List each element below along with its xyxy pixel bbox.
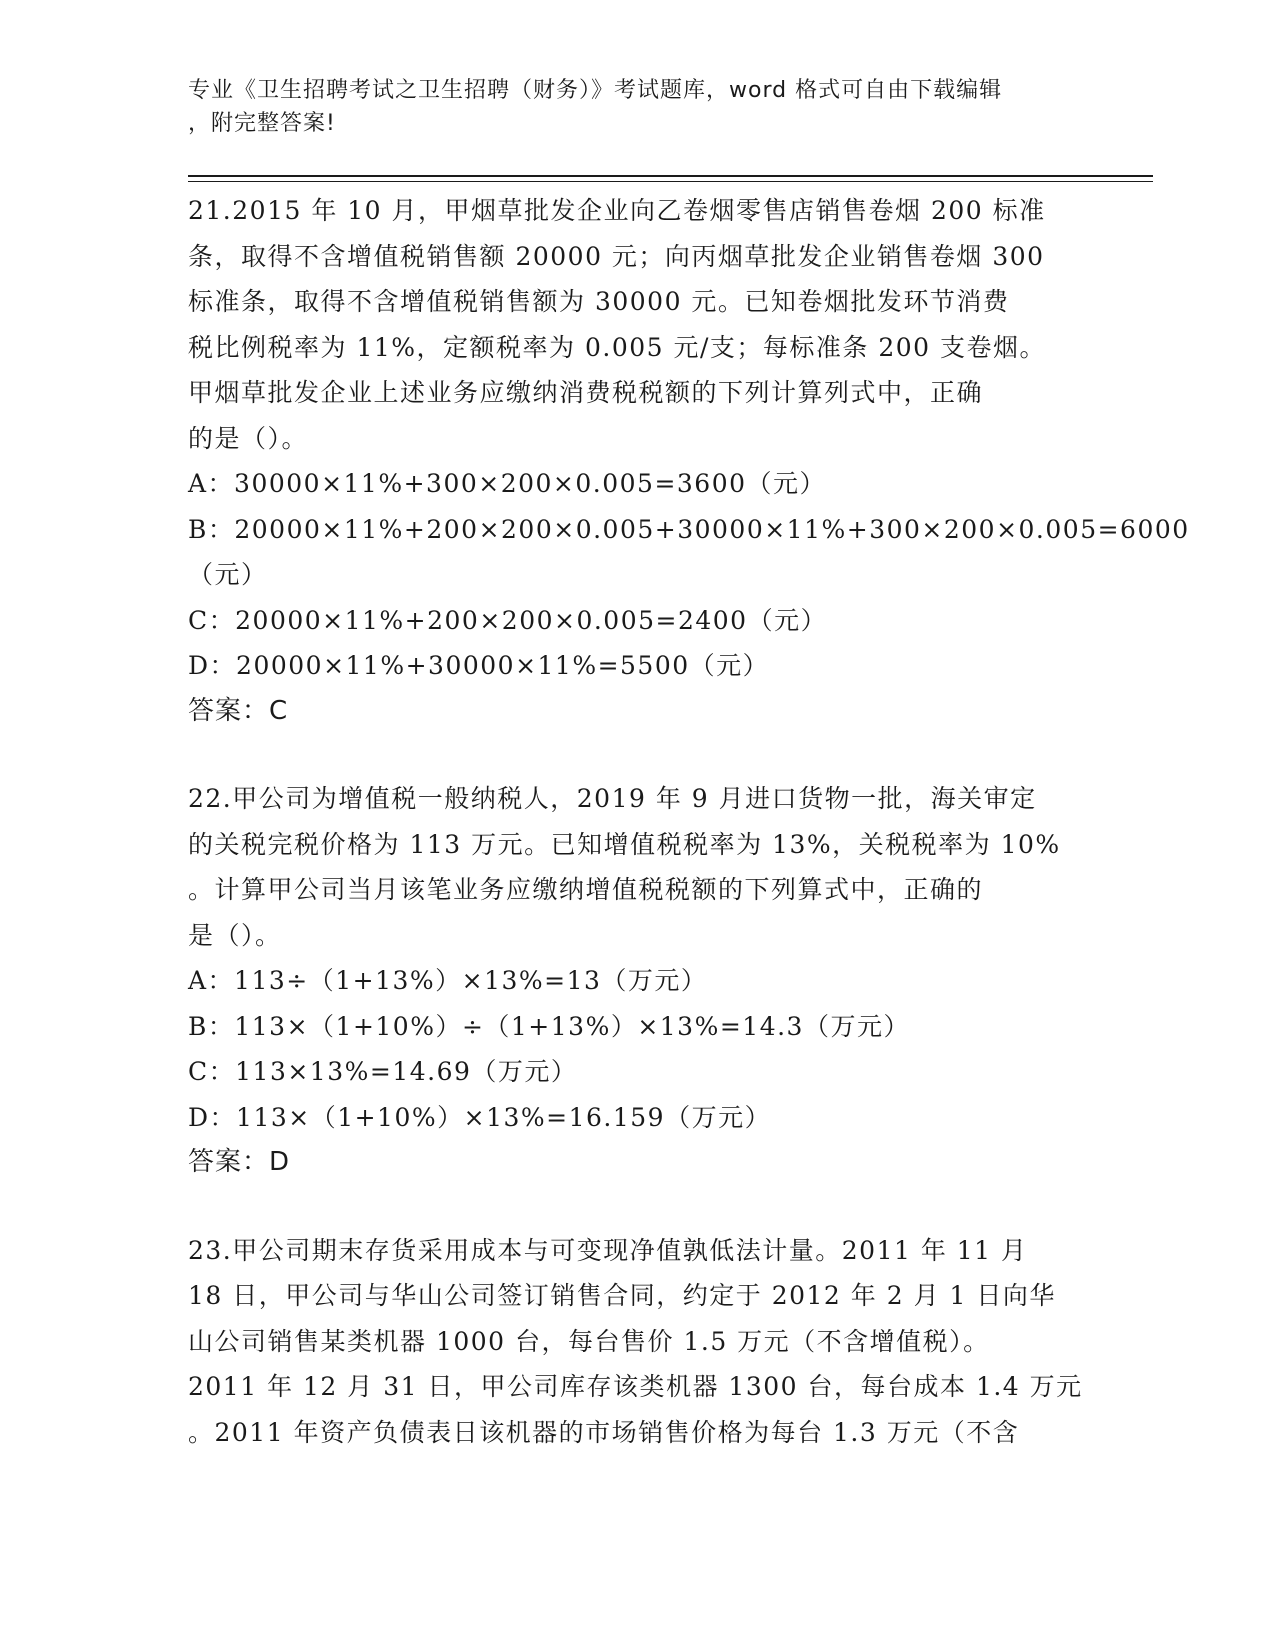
- option-line: D：20000×11%+30000×11%=5500（元）: [188, 651, 770, 680]
- question-stem-line: 的是（）。: [188, 423, 309, 453]
- question-stem-line: 是（）。: [188, 920, 282, 950]
- question-stem-line: 22.甲公司为增值税一般纳税人，2019 年 9 月进口货物一批，海关审定: [188, 784, 1037, 813]
- answer-line: 答案：C: [188, 695, 289, 726]
- option-line: A：113÷（1+13%）×13%=13（万元）: [188, 966, 708, 995]
- question-block: [188, 188, 1190, 734]
- option-line: D：113×（1+10%）×13%=16.159（万元）: [188, 1102, 772, 1132]
- question-stem-line: 2011 年 12 月 31 日，甲公司库存该类机器 1300 台，每台成本 1.4 万元: [188, 1372, 1083, 1401]
- header-divider-thin: [188, 181, 1153, 182]
- option-line: C：113×13%=14.69（万元）: [188, 1057, 578, 1086]
- question-stem-line: 山公司销售某类机器 1000 台，每台售价 1.5 万元（不含增值税）。: [188, 1326, 990, 1356]
- option-line: C：20000×11%+200×200×0.005=2400（元）: [188, 605, 828, 635]
- question-stem-line: 23.甲公司期末存货采用成本与可变现净值孰低法计量。2011 年 11 月: [188, 1235, 1028, 1265]
- option-line: （元）: [188, 560, 268, 589]
- question-block: [188, 776, 1093, 1186]
- question-stem-line: 。计算甲公司当月该笔业务应缴纳增值税税额的下列算式中，正确的: [188, 875, 984, 904]
- document-header: [188, 74, 1088, 140]
- question-stem-line: 。2011 年资产负债表日该机器的市场销售价格为每台 1.3 万元（不含: [188, 1417, 1020, 1447]
- question-block: [188, 1228, 1093, 1456]
- answer-line: 答案：D: [188, 1147, 291, 1177]
- question-stem-line: 甲烟草批发企业上述业务应缴纳消费税税额的下列计算列式中，正确: [188, 378, 984, 407]
- option-line: B：113×（1+10%）÷（1+13%）×13%=14.3（万元）: [188, 1011, 910, 1041]
- question-stem-line: 21.2015 年 10 月，甲烟草批发企业向乙卷烟零售店销售卷烟 200 标准: [188, 196, 1046, 225]
- question-stem-line: 18 日，甲公司与华山公司签订销售合同，约定于 2012 年 2 月 1 日向华: [188, 1281, 1056, 1310]
- option-line: A：30000×11%+300×200×0.005=3600（元）: [188, 469, 827, 498]
- question-stem-line: 的关税完税价格为 113 万元。已知增值税税率为 13%，关税税率为 10%: [188, 829, 1061, 859]
- question-list: [188, 188, 1190, 1497]
- question-stem-line: 标准条，取得不含增值税销售额为 30000 元。已知卷烟批发环节消费: [188, 287, 1010, 316]
- header-line-1: 专业《卫生招聘考试之卫生招聘（财务）》考试题库，word 格式可自由下载编辑: [188, 78, 1003, 103]
- header-divider-thick: [188, 175, 1153, 177]
- question-stem-line: 条，取得不含增值税销售额 20000 元；向丙烟草批发企业销售卷烟 300: [188, 241, 1045, 271]
- option-line: B：20000×11%+200×200×0.005+30000×11%+300×200×0.005=6000: [188, 514, 1190, 544]
- question-stem-line: 税比例税率为 11%，定额税率为 0.005 元/支；每标准条 200 支卷烟。: [188, 332, 1047, 362]
- header-line-2: ，附完整答案!: [188, 111, 336, 136]
